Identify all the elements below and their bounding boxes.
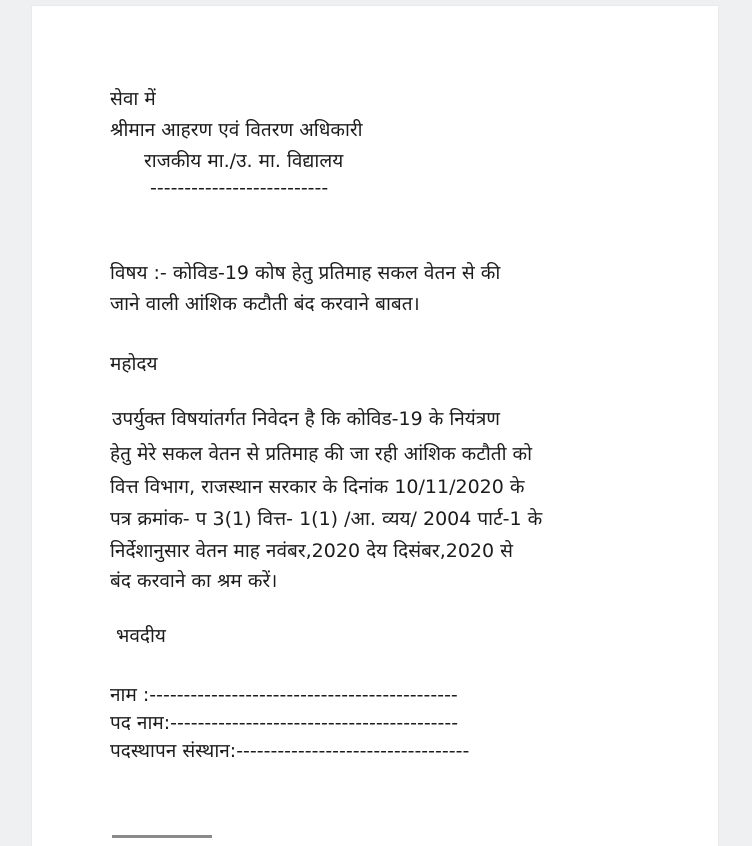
body-line-3: वित्त विभाग, राजस्थान सरकार के दिनांक 10/11/2020 के (110, 476, 525, 498)
salutation: महोदय (110, 353, 158, 375)
body-line-1: उपर्युक्त विषयांतर्गत निवेदन है कि कोविड-19 के नियंत्रण (112, 408, 501, 430)
subject-line-1: विषय :- कोविड-19 कोष हेतु प्रतिमाह सकल वेतन से की (110, 262, 501, 284)
address-officer: श्रीमान आहरण एवं वितरण अधिकारी (110, 119, 363, 141)
body-line-6: बंद करवाने का श्रम करें। (110, 570, 278, 592)
signature-office-field: पदस्थापन संस्थान:---------------------------------- (110, 740, 470, 762)
signature-name-field: नाम :--------------------------------------------- (110, 684, 458, 706)
body-line-5: निर्देशानुसार वेतन माह नवंबर,2020 देय दिसंबर,2020 से (110, 540, 513, 562)
body-line-4: पत्र क्रमांक- प 3(1) वित्त- 1(1) /आ. व्यय/ 2004 पार्ट-1 के (110, 508, 543, 530)
signature-designation-field: पद नाम:------------------------------------------ (110, 712, 459, 734)
address-to: सेवा में (110, 88, 156, 110)
cut-off-text-fragment (112, 832, 232, 840)
closing: भवदीय (116, 625, 166, 647)
body-line-2: हेतु मेरे सकल वेतन से प्रतिमाह की जा रही आंशिक कटौती को (110, 443, 533, 465)
letter-page (32, 6, 718, 846)
subject-line-2: जाने वाली आंशिक कटौती बंद करवाने बाबत। (110, 293, 420, 315)
address-school: राजकीय मा./उ. मा. विद्यालय (144, 150, 344, 172)
address-blank-line: -------------------------- (150, 177, 329, 199)
